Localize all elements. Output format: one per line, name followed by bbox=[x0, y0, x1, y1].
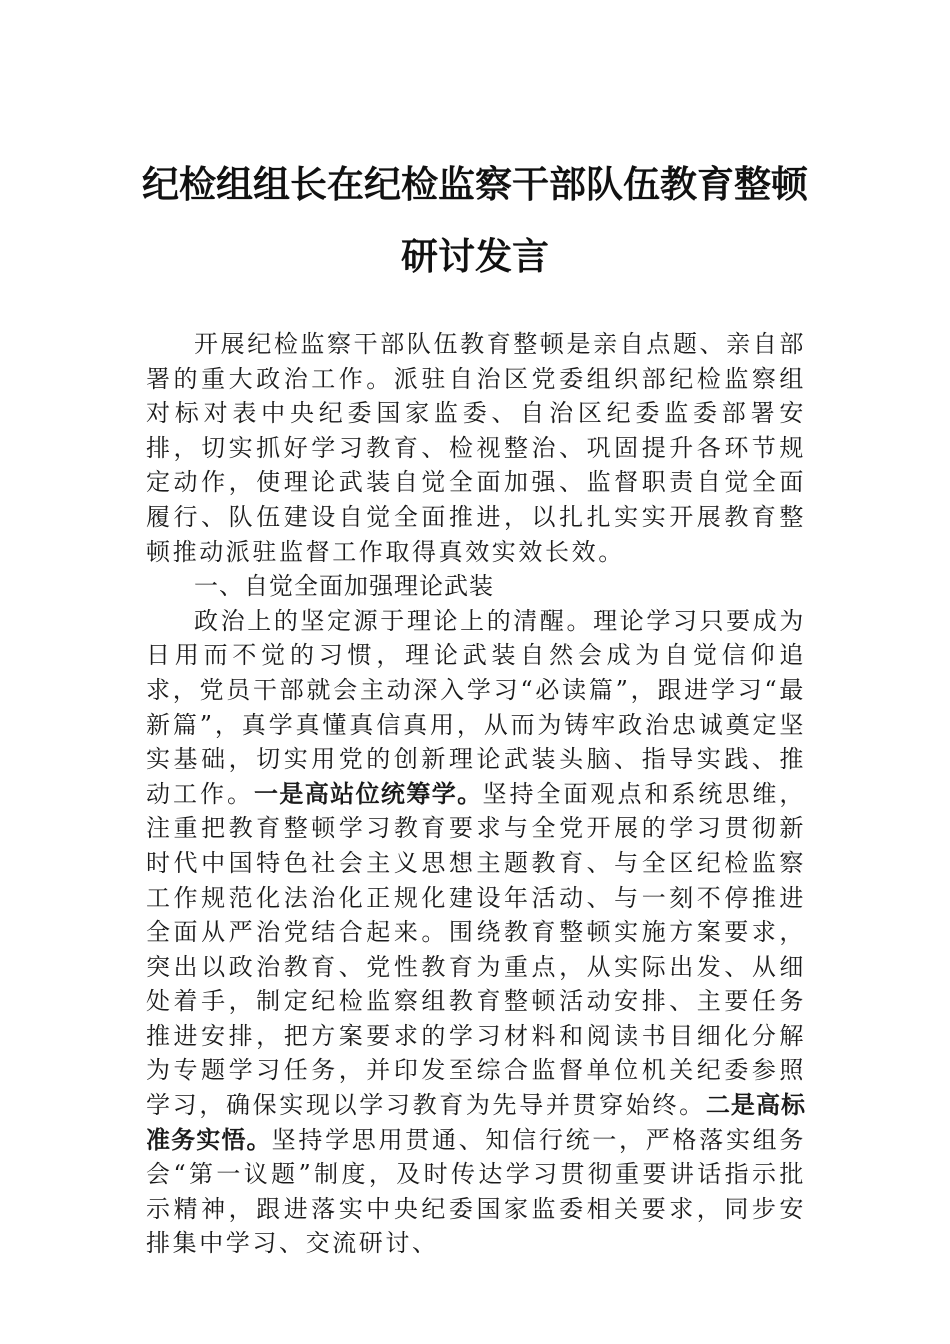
point-1-text: 坚持全面观点和系统思维，注重把教育整顿学习教育要求与全党开展的学习贯彻新时代中国特色社会主义思想主题教育、与全区纪检监察工作规范化法治化正规化建设年活动、与一刻不停推进全面从严治党结合起来。围绕教育整顿实施方案要求，突出以政治教育、党性教育为重点，从实际出发、从细处着手，制定纪检监察组教育整顿活动安排、主要任务推进安排，把方案要求的学习材料和阅读书目细化分解为专题学习任务，并印发至综合监督单位机关纪委参照学习，确保实现以学习教育为先导并贯穿始终。 bbox=[146, 779, 807, 1120]
point-2-text: 坚持学思用贯通、知信行统一，严格落实组务会“第一议题”制度，及时传达学习贯彻重要讲话指示批示精神，跟进落实中央纪委国家监委相关要求，同步安排集中学习、交流研讨、 bbox=[146, 1125, 806, 1258]
document-body bbox=[146, 327, 806, 1261]
section-heading: 一、自觉全面加强理论武装 bbox=[194, 572, 494, 601]
section-paragraph bbox=[146, 604, 806, 1261]
intro-paragraph: 开展纪检监察干部队伍教育整顿是亲自点题、亲自部署的重大政治工作。派驻自治区党委组织部纪检监察组对标对表中央纪委国家监委、自治区纪委监委部署安排，切实抓好学习教育、检视整治、巩固提升各环节规定动作，使理论武装自觉全面加强、监督职责自觉全面履行、队伍建设自觉全面推进，以扎扎实实开展教育整顿推动派驻监督工作取得真效实效长效。 bbox=[146, 330, 806, 566]
document-title-line-1: 纪检组组长在纪检监察干部队伍教育整顿 bbox=[142, 162, 808, 206]
section-intro-text: 政治上的坚定源于理论上的清醒。理论学习只要成为日用而不觉的习惯，理论武装自然会成为自觉信仰追求，党员干部就会主动深入学习“必读篇”，跟进学习“最新篇”，真学真懂真信真用，从而为铸牢政治忠诚奠定坚实基础，切实用党的创新理论武装头脑、指导实践、推动工作。 bbox=[146, 606, 806, 808]
document-title-line-2: 研讨发言 bbox=[401, 234, 549, 278]
point-1-label: 一是高站位统筹学。 bbox=[253, 779, 483, 808]
point-2-label: 二是高标准务实悟。 bbox=[146, 1091, 807, 1154]
